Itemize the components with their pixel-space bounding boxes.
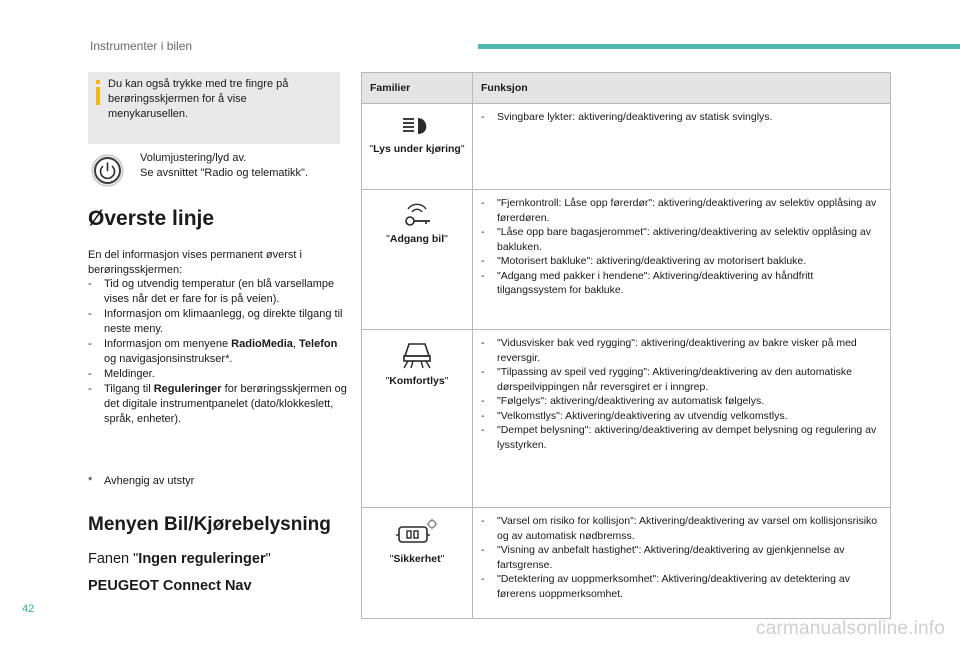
family-label: "Adgang bil" [386, 233, 448, 245]
footnote-star: * [88, 475, 93, 487]
page-number: 42 [22, 603, 35, 615]
tip-text: Du kan også trykke med tre fingre på berøringsskjermen for å vise menykarusellen. [108, 78, 289, 120]
section-heading-top-line: Øverste linje [88, 207, 215, 230]
key-icon [400, 200, 434, 228]
car-lights-icon [399, 340, 435, 370]
family-cell [362, 104, 473, 190]
tab-prefix: Fanen " [88, 551, 139, 567]
table-row [362, 104, 891, 190]
info-icon [95, 80, 101, 106]
list-item: - "Adgang med pakker i hendene": Aktivering/deaktivering av håndfritt tilgangssystem for bakluke. [481, 269, 882, 298]
list-item: - "Vidusvisker bak ved rygging": aktivering/deaktivering av bakre visker på med reversgir. [481, 336, 882, 365]
list-item-text: Meldinger. [104, 368, 155, 380]
table-row [362, 190, 891, 330]
list-item [88, 367, 350, 382]
list-item [88, 337, 350, 367]
list-item [88, 382, 350, 427]
family-label: "Lys under kjøring" [369, 143, 465, 155]
tab-heading [88, 551, 271, 567]
column-header-function: Funksjon [473, 73, 891, 104]
function-cell [473, 104, 891, 190]
family-name: Lys under kjøring [373, 143, 461, 155]
safety-car-icon [395, 518, 439, 548]
list-item [88, 277, 350, 307]
family-cell [362, 508, 473, 619]
function-cell [473, 508, 891, 619]
list-item: - "Dempet belysning": aktivering/deaktivering av dempet belysning og regulering av lysstyrken. [481, 423, 882, 452]
list-item-text: for berøringsskjermen og det digitale instrumentpanelet (dato/klokkeslett, språk, enheter). [104, 383, 347, 425]
list-item-text: , [292, 338, 300, 350]
footnote [88, 475, 194, 487]
list-item: - "Detektering av uoppmerksomhet": Aktivering/deaktivering av detektering av førerens uoppmerksomhet. [481, 572, 882, 601]
footnote-text: Avhengig av utstyr [104, 475, 195, 487]
page-header-title: Instrumenter i bilen [90, 39, 193, 53]
tab-name: Ingen reguleringer [138, 551, 266, 567]
family-name: Komfortlys [389, 375, 445, 387]
family-label: "Komfortlys" [385, 375, 449, 387]
volume-line-2: Se avsnittet "Radio og telematikk". [140, 167, 309, 179]
section-heading-menu: Menyen Bil/Kjørebelysning [88, 514, 331, 535]
list-item-text: Informasjon om menyene [104, 338, 232, 350]
headlight-icon [400, 114, 434, 138]
function-table [361, 72, 891, 619]
function-cell [473, 330, 891, 508]
table-row [362, 330, 891, 508]
table-row [362, 508, 891, 619]
family-cell [362, 330, 473, 508]
top-line-list [88, 277, 350, 427]
list-item: - "Visning av anbefalt hastighet": Aktivering/deaktivering av gjenkjennelse av fartsgrense. [481, 543, 882, 572]
connect-nav-heading: PEUGEOT Connect Nav [88, 578, 252, 594]
power-button-icon [91, 154, 124, 187]
family-cell [362, 190, 473, 330]
family-label: "Sikkerhet" [389, 553, 445, 565]
volume-info [140, 151, 350, 181]
list-item-text: og navigasjonsinstrukser*. [104, 353, 233, 365]
watermark: carmanualsonline.info [756, 618, 946, 639]
list-item: - "Motorisert bakluke": aktivering/deaktivering av motorisert bakluke. [481, 254, 882, 269]
top-line-intro: En del informasjon vises permanent øverst i berøringsskjermen: [88, 249, 302, 276]
menu-name-telefon: Telefon [299, 338, 338, 350]
list-item: - Svingbare lykter: aktivering/deaktivering av statisk svinglys. [481, 110, 882, 125]
list-item: - "Låse opp bare bagasjerommet": aktivering/deaktivering av selektiv opplåsing av bakluken. [481, 225, 882, 254]
menu-name-radiomedia: RadioMedia [231, 338, 293, 350]
list-item: - "Tilpassing av speil ved rygging": Aktivering/deaktivering av den automatiske dørspeilvippingen når reversgiret er i inngrep. [481, 365, 882, 394]
header-accent-bar [478, 44, 960, 49]
family-name: Adgang bil [389, 233, 445, 245]
column-header-family: Familier [362, 73, 473, 104]
menu-name-reguleringer: Reguleringer [153, 383, 222, 395]
tab-suffix: " [265, 551, 271, 567]
tip-box [88, 72, 340, 144]
list-item-text: Tid og utvendig temperatur (en blå varsellampe vises når det er fare for is på veien). [104, 278, 335, 305]
list-item: - "Fjernkontroll: Låse opp førerdør": aktivering/deaktivering av selektiv opplåsing av førerdøren. [481, 196, 882, 225]
function-cell [473, 190, 891, 330]
list-item-text: Tilgang til [104, 383, 154, 395]
list-item: - "Følgelys": aktivering/deaktivering av automatisk følgelys. [481, 394, 882, 409]
family-name: Sikkerhet [393, 553, 441, 565]
list-item: - "Velkomstlys": Aktivering/deaktivering av utvendig velkomstlys. [481, 409, 882, 424]
list-item: - "Varsel om risiko for kollisjon": Aktivering/deaktivering av varsel om kollisjonsrisiko og av automatisk nødbremss. [481, 514, 882, 543]
list-item [88, 307, 350, 337]
list-item-text: Informasjon om klimaanlegg, og direkte tilgang til neste meny. [104, 308, 343, 335]
volume-line-1: Volumjustering/lyd av. [140, 152, 247, 164]
